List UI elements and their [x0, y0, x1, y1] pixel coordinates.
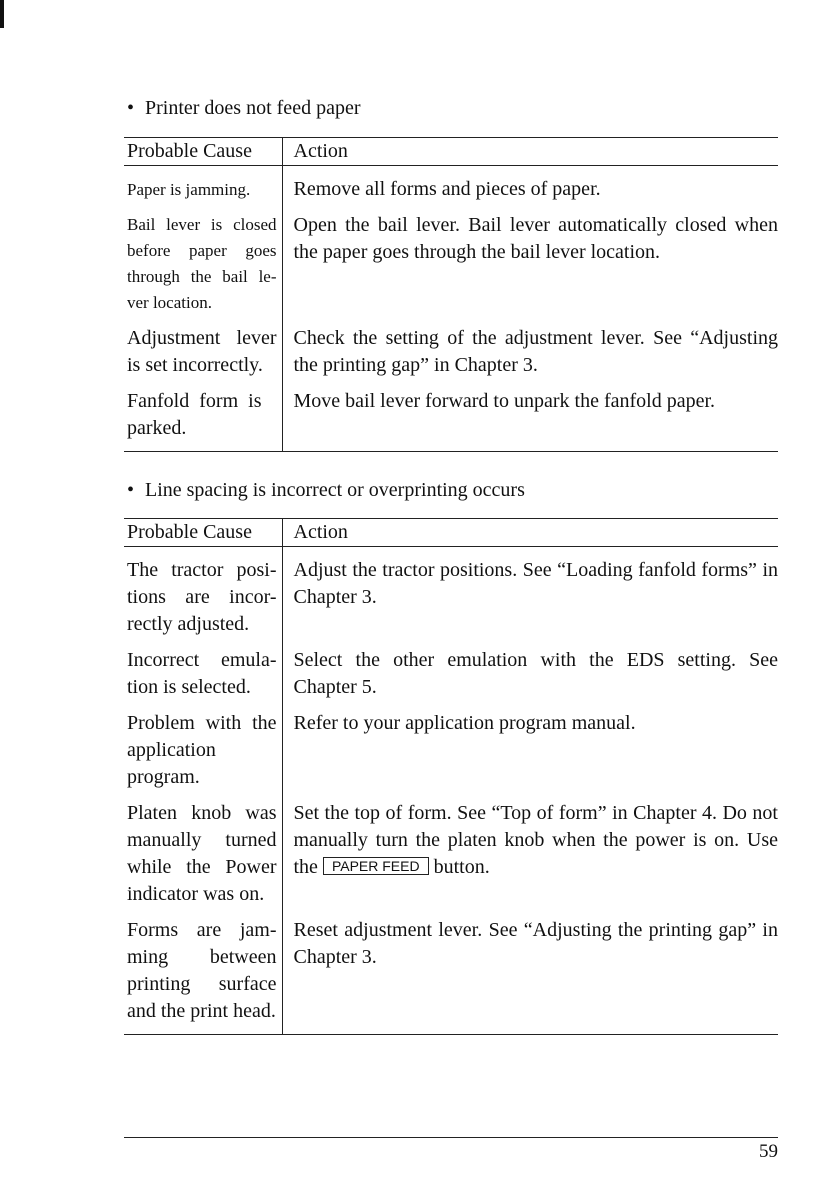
action-cell: Reset adjustment lever. See “Adjusting the printing gap” in Chapter 3. [282, 917, 778, 1035]
table-row [124, 166, 778, 213]
action-cell: Adjust the tractor positions. See “Loading fanfold forms” in Chapter 3. [282, 547, 778, 648]
header-action: Action [282, 138, 778, 166]
action-text: Set the top of form. See “Top of form” in Chapter 4. Do not manually turn the platen knob when the power is on. Use the [293, 802, 778, 878]
header-action: Action [282, 519, 778, 547]
cause-cell: Forms are jam-ming between printing surface and the print head. [124, 917, 282, 1035]
header-probable-cause: Probable Cause [124, 138, 282, 166]
bullet-icon: • [127, 97, 135, 119]
table-header-row [124, 519, 778, 547]
bullet-icon: • [127, 479, 135, 501]
action-text: button. [433, 856, 490, 878]
paper-feed-key-icon: PAPER FEED [323, 857, 429, 875]
table-row [124, 647, 778, 710]
action-cell: Check the setting of the adjustment lever. See “Adjusting the printing gap” in Chapter 3. [282, 325, 778, 388]
cause-cell: Problem with the application program. [127, 712, 277, 788]
table-row [124, 917, 778, 1035]
troubleshooting-table-line-spacing [124, 518, 778, 1035]
section-heading-text: Printer does not feed paper [145, 97, 361, 119]
action-cell: Remove all forms and pieces of paper. [282, 166, 778, 213]
header-probable-cause: Probable Cause [124, 519, 282, 547]
cause-cell: Adjustment lever is set incorrectly. [127, 327, 277, 376]
cause-cell: Incorrect emula-tion is selected. [127, 649, 277, 698]
action-cell: Select the other emulation with the EDS setting. See Chapter 5. [282, 647, 778, 710]
table-row [124, 547, 778, 648]
cause-cell: Platen knob was manually turned while the Power indicator was on. [127, 802, 277, 905]
table-row [124, 388, 778, 452]
cause-cell: Fanfold form is parked. [124, 388, 282, 452]
action-cell: Refer to your application program manual. [282, 710, 778, 800]
section-heading-no-feed [127, 96, 360, 120]
cause-cell: Paper is jamming. [127, 180, 251, 199]
section-heading-line-spacing [127, 478, 525, 502]
action-cell: Open the bail lever. Bail lever automatically closed when the paper goes through the bail lever location. [282, 212, 778, 325]
action-cell [282, 800, 778, 917]
troubleshooting-table-no-feed [124, 137, 778, 452]
cause-cell: The tractor posi-tions are incor-rectly adjusted. [127, 559, 277, 635]
cause-cell: Bail lever is closed before paper goes through the bail le-ver location. [127, 215, 277, 312]
binding-edge-mark [0, 0, 4, 28]
footer-rule [124, 1137, 778, 1138]
table-header-row [124, 138, 778, 166]
table-row [124, 325, 778, 388]
action-cell: Move bail lever forward to unpark the fanfold paper. [282, 388, 778, 452]
page-number: 59 [759, 1141, 778, 1162]
table-row [124, 710, 778, 800]
table-row [124, 212, 778, 325]
section-heading-text: Line spacing is incorrect or overprinting occurs [145, 479, 525, 501]
table-row [124, 800, 778, 917]
